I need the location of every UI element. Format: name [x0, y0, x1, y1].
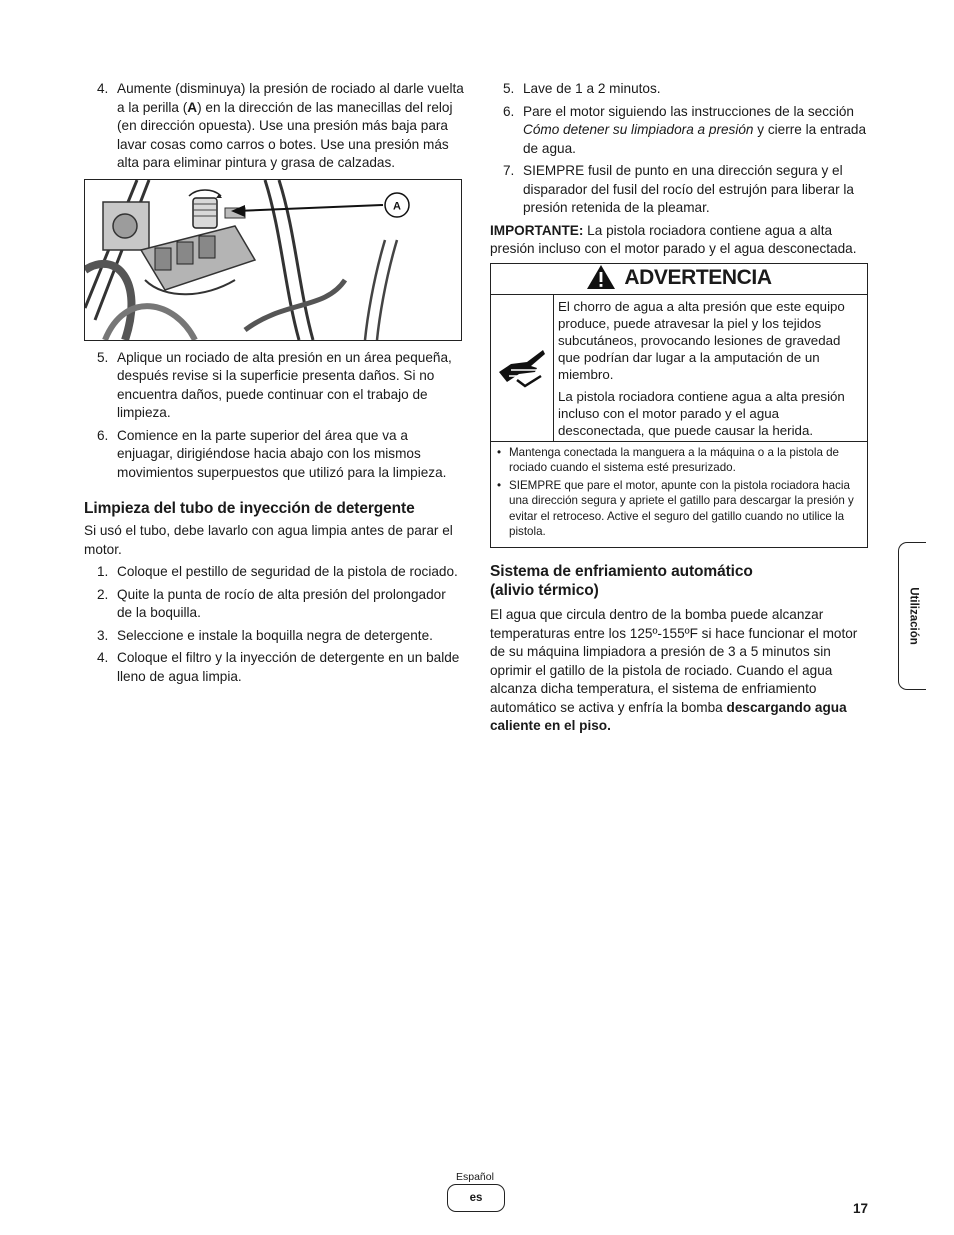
step-text-post: y cierre la entrada de agua. [523, 122, 867, 156]
step-text: Seleccione e instale la boquilla negra de detergente. [117, 627, 433, 643]
section-heading-detergent: Limpieza del tubo de inyección de detergente [84, 500, 415, 517]
warning-body [491, 295, 867, 442]
step-number: 2. [97, 586, 109, 602]
language-label: Español [456, 1171, 494, 1183]
steps-list-c [84, 563, 464, 686]
warning-box [490, 263, 868, 549]
section-heading-cooling [490, 562, 870, 600]
pump-illustration [85, 180, 461, 340]
heading-line: Sistema de enfriamiento automático [490, 563, 753, 581]
important-label: IMPORTANTE: [490, 222, 584, 238]
heading-line: (alivio térmico) [490, 582, 599, 600]
warning-text [554, 295, 867, 441]
list-item [84, 427, 464, 483]
steps-list-a [84, 80, 464, 173]
pump-figure [84, 179, 462, 341]
cooling-text: El agua que circula dentro de la bomba puede alcanzar temperaturas entre los 125º-155ºF si hace funcionar el motor de su máquina limpiadora a presión de 3 a 5 minutos sin oprimir el gatillo de la pistola de rociado. Cuando el agua alcanza dicha temperatura, el sistema de enfriamiento automático se activa y enfría la bomba [490, 607, 858, 715]
step-text-pre: Aumente (disminuya) la presión de rociado al darle vuelta a la perilla ( [117, 81, 464, 115]
warning-header [491, 264, 867, 295]
side-tab [898, 542, 926, 690]
step-number: 4. [97, 81, 109, 96]
step-text-bold: A [187, 99, 198, 115]
step-number: 6. [503, 103, 515, 119]
step-text: Aplique un rociado de alta presión en un área pequeña, después revise si la superficie presenta daños. Si no encuentra daños, puede continuar con el trabajo de limpieza. [117, 349, 452, 420]
step-text: SIEMPRE fusil de punto en una dirección segura y el disparador del fusil del rocío del estrujón para liberar la presión retenida de la pleamar. [523, 163, 854, 215]
list-item [84, 649, 464, 686]
step-text: Coloque el filtro y la inyección de detergente en un balde lleno de agua limpia. [117, 650, 460, 684]
side-tab-label: Utilización [906, 587, 919, 645]
list-item [490, 80, 870, 99]
page-number: 17 [853, 1201, 869, 1216]
section-intro: Si usó el tubo, debe lavarlo con agua limpia antes de parar el motor. [84, 523, 453, 557]
right-column [490, 80, 870, 740]
step-text-italic: Cómo detener su limpiadora a presión [523, 122, 754, 137]
list-item [84, 586, 464, 623]
step-number: 7. [503, 163, 515, 178]
callout-label: A [393, 200, 401, 212]
list-item [490, 162, 870, 218]
step-number: 6. [97, 427, 109, 443]
step-text: Coloque el pestillo de seguridad de la pistola de rociado. [117, 564, 458, 579]
step-number: 5. [97, 349, 109, 365]
bullet-icon: • [497, 445, 502, 459]
warning-bullets [491, 442, 867, 548]
step-text: Lave de 1 a 2 minutos. [523, 81, 661, 96]
step-number: 5. [503, 81, 515, 96]
important-note [490, 222, 870, 259]
injection-hazard-icon [491, 295, 554, 441]
step-text-post: ) en la dirección de las manecillas del reloj (en dirección opuesta). Use una presión más baja para lavar cosas como carros o botes. Use una presión más alta para eliminar pintura y grasa de calzadas. [117, 99, 453, 170]
list-item [497, 478, 861, 539]
left-column [84, 80, 464, 690]
steps-list-d [490, 80, 870, 218]
list-item [490, 103, 870, 159]
warning-triangle-icon [586, 264, 616, 294]
warning-paragraph: La pistola rociadora contiene agua a alta presión incluso con el motor parado y el agua desconectada, que puede causar la herida. [558, 388, 845, 438]
cooling-paragraph [490, 606, 870, 736]
bullet-text: SIEMPRE que pare el motor, apunte con la pistola rociadora hacia una dirección segura y apriete el gatillo para descargar la presión y evitar el retroceso. Active el seguro del gatillo cuando no utilice la pistola. [509, 479, 854, 538]
important-text: La pistola rociadora contiene agua a alta presión incluso con el motor parado y el agua desconectada. [490, 222, 857, 256]
list-item [497, 445, 861, 476]
step-text: Quite la punta de rocío de alta presión del prolongador de la boquilla. [117, 586, 446, 620]
step-text-pre: Pare el motor siguiendo las instrucciones de la sección [523, 103, 854, 119]
steps-list-b [84, 349, 464, 483]
cooling-text-bold: descargando agua caliente en el piso. [490, 699, 847, 734]
bullet-text: Mantenga conectada la manguera a la máquina o a la pistola de rociado cuando el sistema esté presurizado. [509, 445, 840, 474]
step-number: 1. [97, 564, 109, 579]
step-text: Comience en la parte superior del área que va a enjuagar, dirigiéndose hacia abajo con los mismos movimientos superpuestos que utilizó para la limpieza. [117, 427, 447, 480]
step-number: 3. [97, 627, 109, 643]
language-badge: es [447, 1184, 505, 1212]
bullet-icon: • [497, 479, 502, 493]
list-item [84, 627, 464, 646]
warning-title: ADVERTENCIA [624, 266, 772, 290]
list-item [84, 563, 464, 582]
list-item [84, 349, 464, 423]
step-number: 4. [97, 650, 109, 665]
list-item [84, 80, 464, 173]
warning-paragraph: El chorro de agua a alta presión que este equipo produce, puede atravesar la piel y los tejidos subcutáneos, provocando lesiones de gravedad que podrían dar lugar a la amputación de un miembro. [558, 298, 845, 382]
